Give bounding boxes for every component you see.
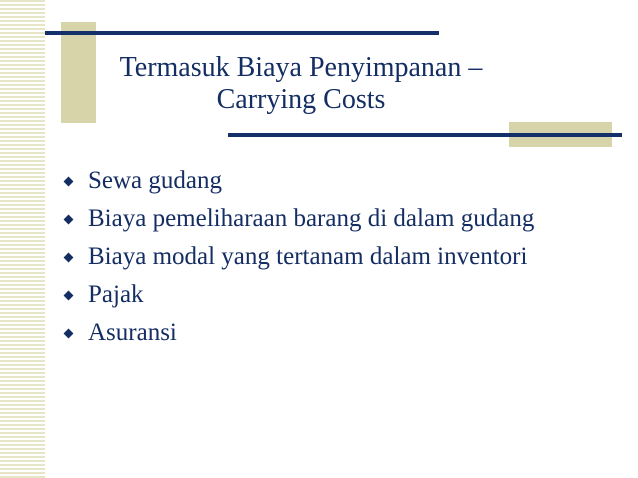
list-item bbox=[62, 162, 622, 200]
list-item bbox=[62, 276, 622, 314]
title-line-1: Termasuk Biaya Penyimpanan – bbox=[119, 52, 483, 83]
list-item bbox=[62, 200, 622, 238]
list-item-text: Asuransi bbox=[88, 319, 177, 346]
diamond-bullet-icon bbox=[64, 214, 74, 224]
slide-title bbox=[96, 52, 506, 116]
diamond-bullet-icon bbox=[64, 176, 74, 186]
title-rule-top bbox=[45, 31, 439, 35]
list-item bbox=[62, 238, 622, 276]
diamond-bullet-icon bbox=[64, 328, 74, 338]
diamond-bullet-icon bbox=[64, 290, 74, 300]
left-stripe-decoration bbox=[0, 0, 45, 478]
list-item-text: Biaya modal yang tertanam dalam inventori bbox=[88, 243, 528, 270]
bullet-list bbox=[62, 162, 622, 352]
title-line-2: Carrying Costs bbox=[216, 84, 386, 115]
list-item-text: Sewa gudang bbox=[88, 167, 222, 194]
title-rule-bottom bbox=[228, 133, 622, 137]
list-item-text: Biaya pemeliharaan barang di dalam gudang bbox=[88, 205, 535, 232]
list-item bbox=[62, 314, 622, 352]
accent-block-left bbox=[61, 22, 96, 123]
list-item-text: Pajak bbox=[88, 281, 144, 308]
diamond-bullet-icon bbox=[64, 252, 74, 262]
